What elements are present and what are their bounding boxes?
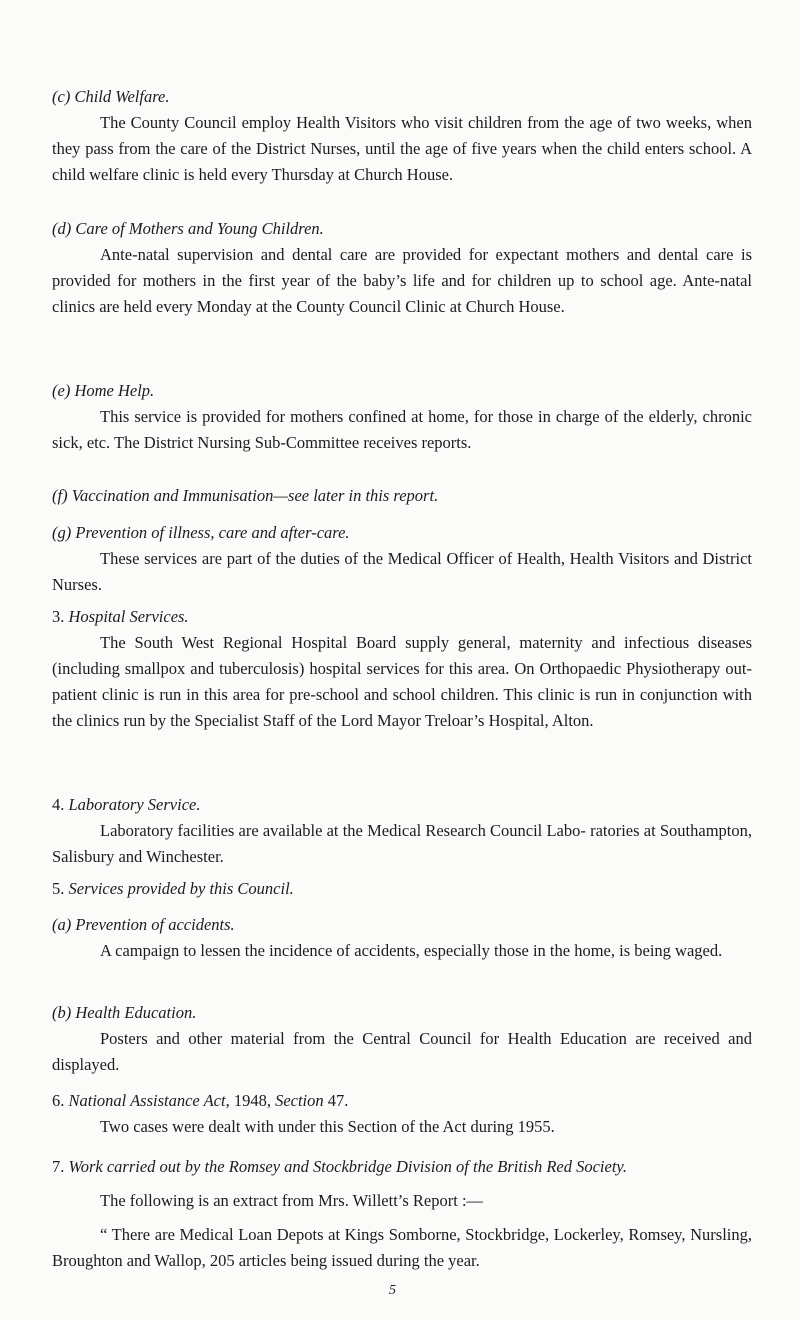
section-6-heading xyxy=(52,1088,752,1114)
section-5b xyxy=(52,1000,752,1078)
section-6 xyxy=(52,1088,752,1140)
section-5b-heading xyxy=(52,1000,752,1026)
section-f-label: (f) xyxy=(52,486,68,505)
section-7-heading xyxy=(52,1154,752,1180)
page-number: 5 xyxy=(389,1283,396,1298)
section-6-act-title: National Assistance Act xyxy=(68,1091,226,1110)
section-f-heading xyxy=(52,483,752,509)
section-g-title: Prevention of illness, care and after-care. xyxy=(75,523,350,542)
section-g-heading xyxy=(52,520,752,546)
section-c xyxy=(52,84,752,188)
section-e xyxy=(52,378,752,456)
section-g xyxy=(52,520,752,598)
section-c-body: The County Council employ Health Visitors who visit children from the age of two weeks, when they pass from the care of the District Nurses, until the age of five years when the child enters school. A child welfare clinic is held every Thursday at Church House. xyxy=(52,113,752,184)
section-7-title: Work carried out by the Romsey and Stockbridge Division of the British Red Society. xyxy=(68,1157,627,1176)
section-5a-body: A campaign to lessen the incidence of accidents, especially those in the home, is being waged. xyxy=(100,941,723,960)
section-7-intro: The following is an extract from Mrs. Willett’s Report :— xyxy=(100,1191,484,1210)
section-3-body: The South West Regional Hospital Board supply general, maternity and infectious diseases (including smallpox and tuberculosis) hospital services for this area. On Orthopaedic Physiotherapy out-patient clinic is run in this area for pre-school and school children. This clinic is run in conjunction with the clinics run by the Specialist Staff of the Lord Mayor Treloar’s Hospital, Alton. xyxy=(52,633,752,730)
section-g-label: (g) xyxy=(52,523,72,542)
section-c-title: Child Welfare. xyxy=(74,87,170,106)
section-e-label: (e) xyxy=(52,381,71,400)
section-3-heading xyxy=(52,604,752,630)
section-d-label: (d) xyxy=(52,219,72,238)
section-5-number: 5. xyxy=(52,879,65,898)
section-d-title: Care of Mothers and Young Children. xyxy=(75,219,324,238)
section-g-body: These services are part of the duties of the Medical Officer of Health, Health Visitors and District Nurses. xyxy=(52,549,752,594)
section-5a-heading xyxy=(52,912,752,938)
section-4-title: Laboratory Service. xyxy=(68,795,201,814)
section-7-number: 7. xyxy=(52,1157,65,1176)
section-4-number: 4. xyxy=(52,795,65,814)
section-5a-title: Prevention of accidents. xyxy=(75,915,235,934)
section-c-label: (c) xyxy=(52,87,71,106)
section-5-heading xyxy=(52,876,752,902)
section-5 xyxy=(52,876,752,902)
section-6-section-word: Section xyxy=(275,1091,324,1110)
section-3 xyxy=(52,604,752,734)
section-3-number: 3. xyxy=(52,607,65,626)
section-f-title: Vaccination and Immunisation—see later in this report. xyxy=(71,486,439,505)
section-5b-label: (b) xyxy=(52,1003,72,1022)
section-f xyxy=(52,483,752,509)
section-5a-label: (a) xyxy=(52,915,72,934)
section-5-title: Services provided by this Council. xyxy=(68,879,294,898)
section-d xyxy=(52,216,752,320)
section-6-number: 6. xyxy=(52,1091,65,1110)
section-e-heading xyxy=(52,378,752,404)
section-5a xyxy=(52,912,752,964)
section-d-heading xyxy=(52,216,752,242)
section-e-title: Home Help. xyxy=(74,381,155,400)
section-3-title: Hospital Services. xyxy=(68,607,189,626)
section-d-body: Ante-natal supervision and dental care are provided for expectant mothers and dental care is provided for mothers in the first year of the baby’s life and for children up to school age. Ante-natal clinics are held every Monday at the County Council Clinic at Church House. xyxy=(52,245,752,316)
section-6-body: Two cases were dealt with under this Section of the Act during 1955. xyxy=(100,1117,555,1136)
section-6-year: , 1948, xyxy=(225,1091,276,1110)
section-4 xyxy=(52,792,752,870)
section-4-heading xyxy=(52,792,752,818)
section-4-body: Laboratory facilities are available at the Medical Research Council Labo- ratories at Southampton, Salisbury and Winchester. xyxy=(52,821,752,866)
section-6-section-number: 47. xyxy=(323,1091,349,1110)
section-7-quote: “ There are Medical Loan Depots at Kings Somborne, Stockbridge, Lockerley, Romsey, Nursling, Broughton and Wallop, 205 articles being issued during the year. xyxy=(52,1225,752,1270)
section-5b-body: Posters and other material from the Central Council for Health Education are received and displayed. xyxy=(52,1029,752,1074)
section-c-heading xyxy=(52,84,752,110)
section-e-body: This service is provided for mothers confined at home, for those in charge of the elderly, chronic sick, etc. The District Nursing Sub-Committee receives reports. xyxy=(52,407,752,452)
section-5b-title: Health Education. xyxy=(75,1003,197,1022)
section-7 xyxy=(52,1154,752,1274)
